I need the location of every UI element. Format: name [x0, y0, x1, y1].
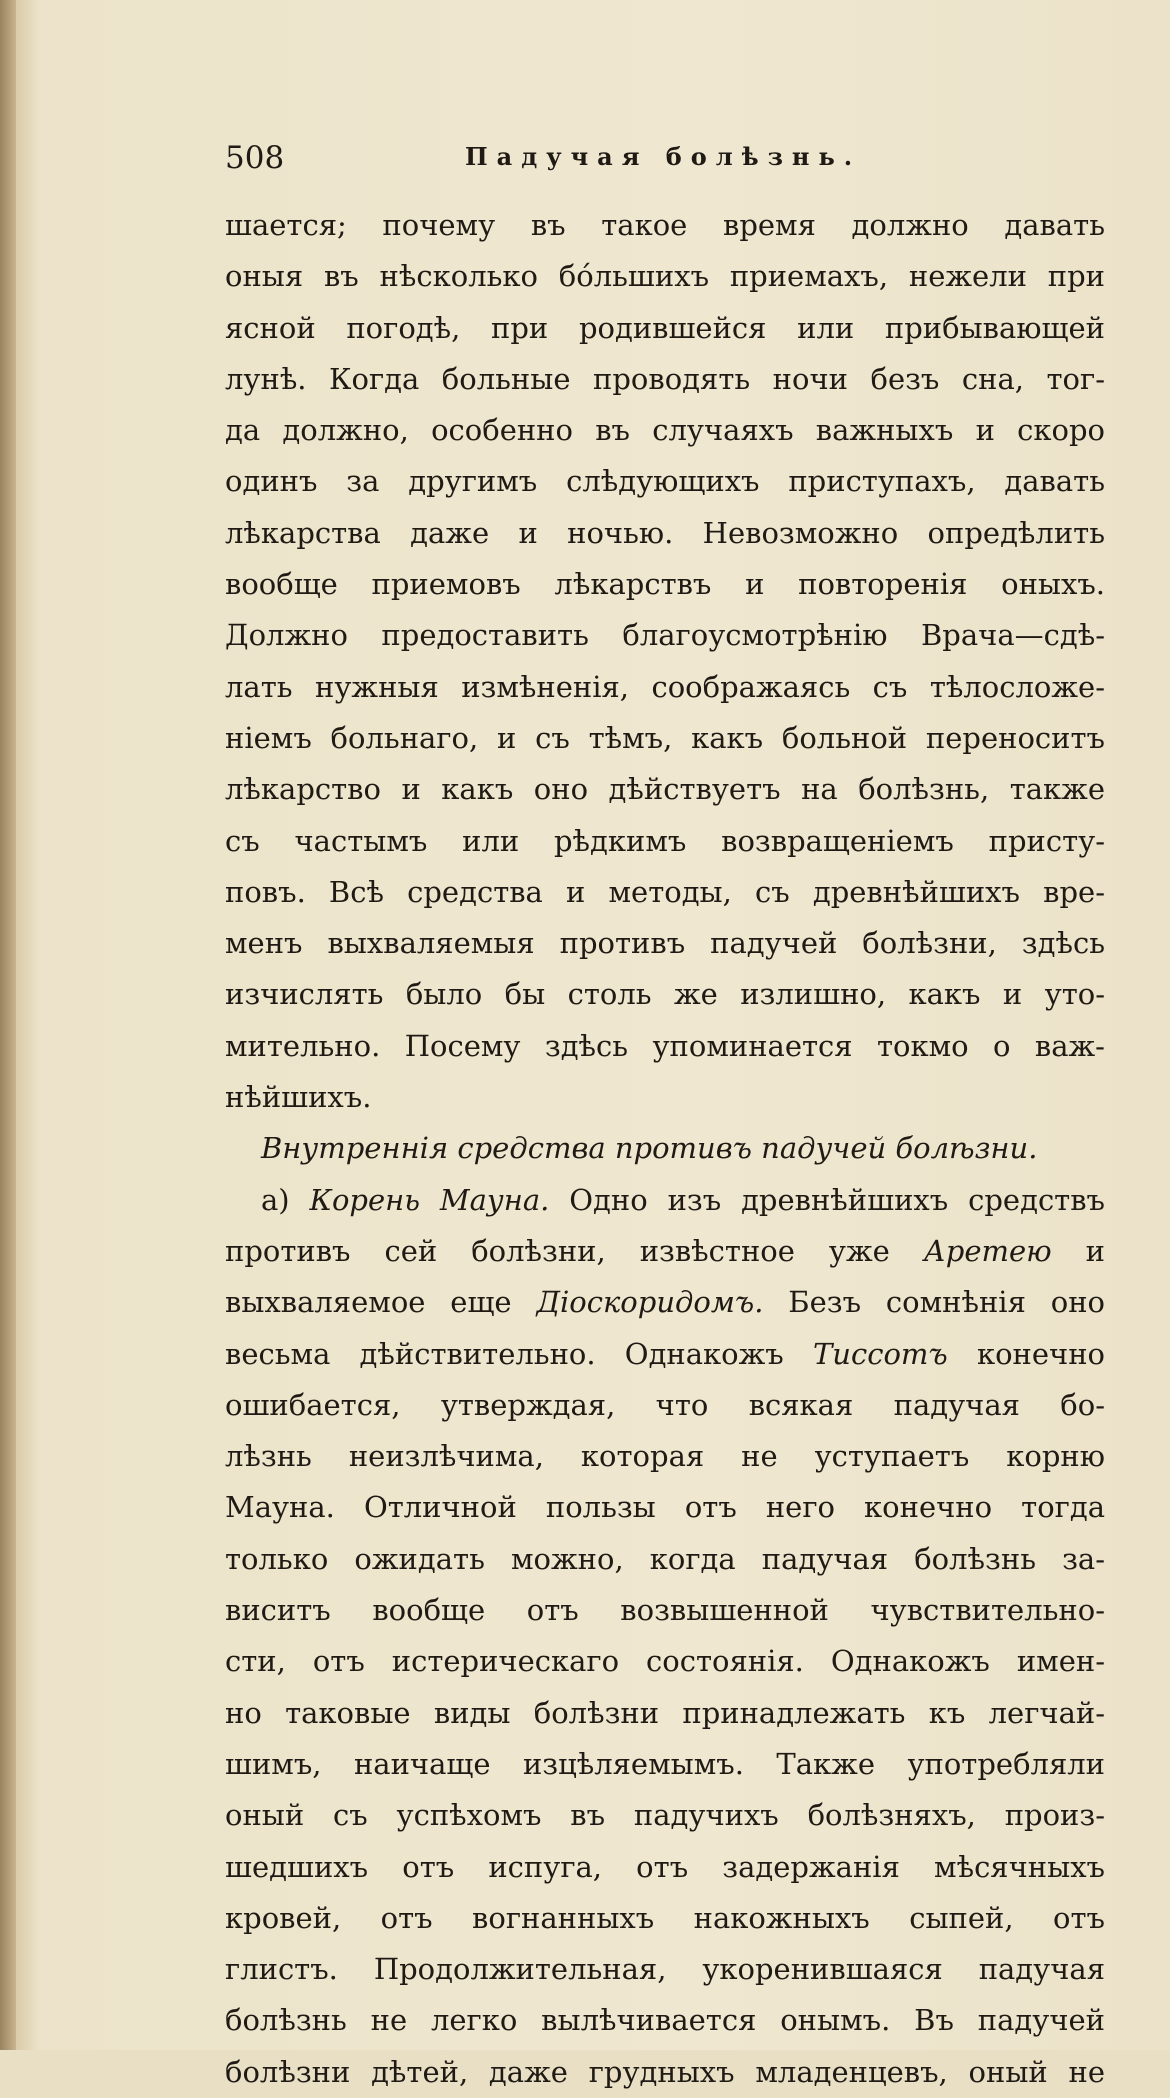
text-line: болѣзни дѣтей, даже грудныхъ младенцевъ, оный не — [225, 2054, 1105, 2089]
text-line: лѣзнь неизлѣчима, которая не уступаетъ корню — [225, 1439, 1105, 1474]
text-line — [225, 1226, 1105, 1277]
text-run: конечно — [947, 1336, 1105, 1371]
text-run: Безъ сомнѣнія оно — [763, 1285, 1105, 1320]
text-line: оныя въ нѣсколько бо́льшихъ приемахъ, нежели при — [225, 259, 1105, 294]
remedy-name: Корень Мауна. — [309, 1182, 550, 1217]
text-line: кровей, отъ вогнанныхъ накожныхъ сыпей, отъ — [225, 1900, 1105, 1935]
running-title: Падучая болѣзнь. — [465, 142, 862, 171]
text-line: лать нужныя измѣненія, соображаясь съ тѣлосложе- — [225, 669, 1105, 704]
text-line: шимъ, наичаще изцѣляемымъ. Также употребляли — [225, 1746, 1105, 1781]
text-line: шедшихъ отъ испуга, отъ задержанія мѣсячныхъ — [225, 1849, 1105, 1884]
text-line: глистъ. Продолжительная, укоренившаяся падучая — [225, 1952, 1105, 1987]
text-line: изчислять было бы столь же излишно, какъ и уто- — [225, 977, 1105, 1012]
text-line: лѣкарства даже и ночью. Невозможно опредѣлить — [225, 515, 1105, 550]
page-number: 508 — [225, 140, 285, 176]
text-line: лѣкарство и какъ оно дѣйствуетъ на болѣзнь, также — [225, 772, 1105, 807]
text-line: Мауна. Отличной пользы отъ него конечно тогда — [225, 1490, 1105, 1525]
text-line: ясной погодѣ, при родившейся или прибывающей — [225, 310, 1105, 345]
text-run: противъ сей болѣзни, извѣстное уже — [225, 1233, 924, 1268]
body-text — [225, 200, 1105, 2098]
text-line: нѣйшихъ. — [225, 1080, 372, 1115]
item-marker: а) — [261, 1182, 310, 1217]
text-line: сти, отъ истерическаго состоянія. Однакожъ имен- — [225, 1644, 1105, 1679]
text-line: мительно. Посему здѣсь упоминается токмо о важ- — [225, 1028, 1105, 1063]
text-line — [225, 1329, 1105, 1380]
text-line: ніемъ больнаго, и съ тѣмъ, какъ больной переноситъ — [225, 720, 1105, 755]
text-run: Одно изъ древнѣйшихъ средствъ — [549, 1182, 1105, 1217]
text-line: Должно предоставить благоусмотрѣнію Врача—сдѣ- — [225, 618, 1105, 653]
text-line — [225, 1277, 1105, 1328]
text-line: но таковые виды болѣзни принадлежать къ легчай- — [225, 1695, 1105, 1730]
text-line: лунѣ. Когда больные проводять ночи безъ сна, тог- — [225, 361, 1105, 396]
author-name: Аретею — [923, 1233, 1052, 1268]
text-line: виситъ вообще отъ возвышенной чувствительно- — [225, 1593, 1105, 1628]
text-line: съ частымъ или рѣдкимъ возвращеніемъ присту- — [225, 823, 1105, 858]
section-heading: Внутреннія средства противъ падучей болѣзни. — [261, 1131, 1038, 1166]
author-name: Діоскоридомъ. — [536, 1285, 764, 1320]
text-line: оный съ успѣхомъ въ падучихъ болѣзняхъ, произ- — [225, 1798, 1105, 1833]
text-line: вообще приемовъ лѣкарствъ и повторенія оныхъ. — [225, 567, 1105, 602]
text-run: и — [1051, 1233, 1105, 1268]
page-binding-edge — [0, 0, 16, 2050]
text-line: менъ выхваляемыя противъ падучей болѣзни, здѣсь — [225, 926, 1105, 961]
author-name: Тиссотъ — [812, 1336, 948, 1371]
text-line: болѣзнь не легко вылѣчивается онымъ. Въ падучей — [225, 2003, 1105, 2038]
text-line: шается; почему въ такое время должно давать — [225, 208, 1105, 242]
text-line: повъ. Всѣ средства и методы, съ древнѣйшихъ вре- — [225, 874, 1105, 909]
text-line: да должно, особенно въ случаяхъ важныхъ и скоро — [225, 413, 1105, 448]
paragraph-a-line — [225, 1175, 1105, 1226]
page-header — [225, 140, 1095, 190]
text-run: выхваляемое еще — [225, 1285, 537, 1320]
text-run: весьма дѣйствительно. Однакожъ — [225, 1336, 813, 1371]
text-line: одинъ за другимъ слѣдующихъ приступахъ, давать — [225, 464, 1105, 499]
text-line: только ожидать можно, когда падучая болѣзнь за- — [225, 1541, 1105, 1576]
text-line: ошибается, утверждая, что всякая падучая бо- — [225, 1387, 1105, 1422]
